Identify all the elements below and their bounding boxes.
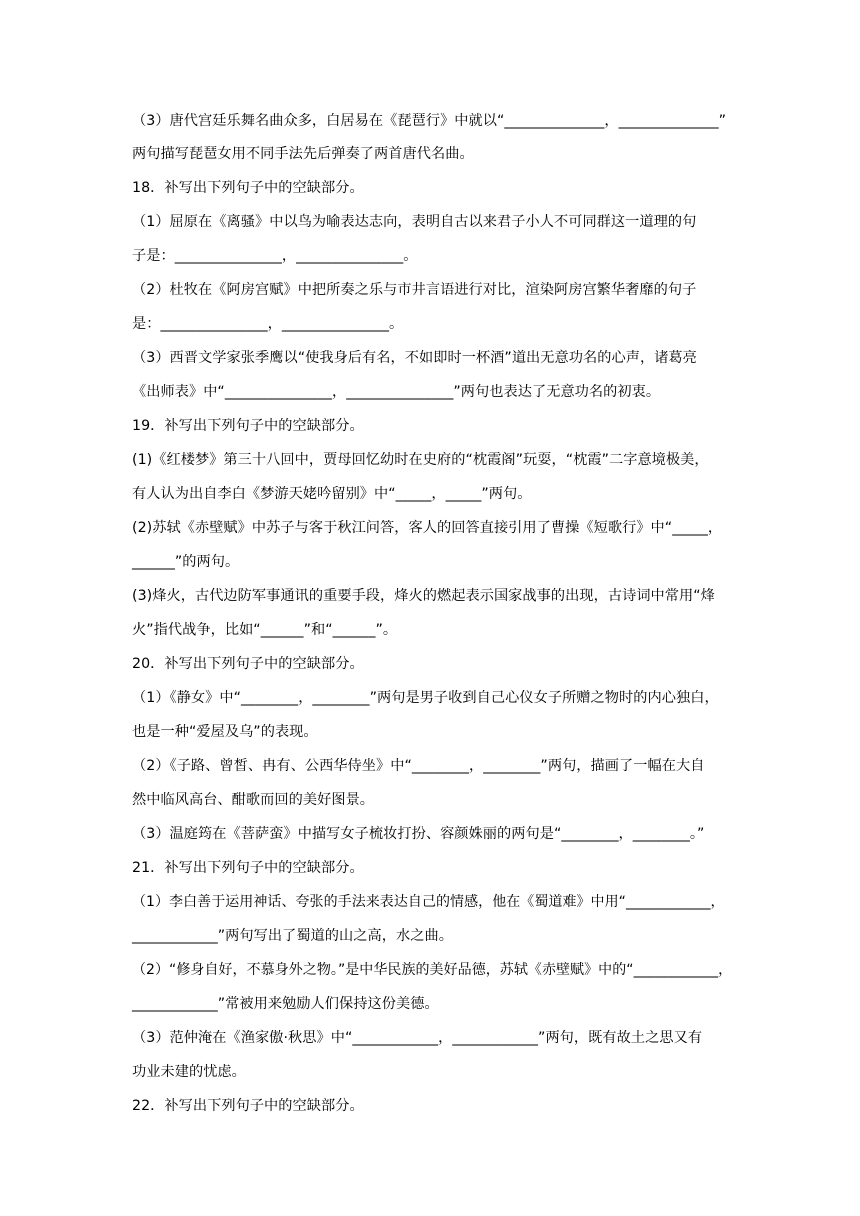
text-line: 火”指代战争，比如“______”和“______”。 — [132, 622, 398, 638]
text-line: 功业未建的忧虑。 — [132, 1064, 246, 1080]
text-line: （1）屈原在《离骚》中以鸟为喻表达志向，表明自古以来君子小人不可同群这一道理的句 — [132, 214, 697, 230]
text-line: （1）李白善于运用神话、夸张的手法来表达自己的情感，他在《蜀道难》中用“____________， — [132, 894, 725, 910]
text-line: （2）《子路、曾皙、冉有、公西华侍坐》中“________，________”两句，描画了一幅在大自 — [132, 758, 705, 774]
text-line: (1)《红楼梦》第三十八回中，贾母回忆幼时在史府的“枕霞阁”玩耍，“枕霞”二字意境极美， — [132, 452, 709, 468]
question-heading: 18．补写出下列句子中的空缺部分。 — [132, 180, 364, 196]
text-line: 也是一种“爱屋及乌”的表现。 — [132, 724, 318, 740]
text-line: 是：_______________，_______________。 — [132, 316, 404, 332]
question-heading: 20．补写出下列句子中的空缺部分。 — [132, 656, 364, 672]
text-line: （3）范仲淹在《渔家傲·秋思》中“____________，____________”两句，既有故土之思又有 — [132, 1030, 703, 1046]
text-line: （2）“修身自好，不慕身外之物。”是中华民族的美好品德，苏轼《赤壁赋》中的“____________， — [132, 962, 733, 978]
question-heading: 22．补写出下列句子中的空缺部分。 — [132, 1098, 364, 1114]
text-line: (2)苏轼《赤壁赋》中苏子与客于秋江问答，客人的回答直接引用了曹操《短歌行》中“_____， — [132, 520, 723, 536]
text-line: 《出师表》中“_______________，_______________”两句也表达了无意功名的初衷。 — [132, 384, 661, 400]
text-line: ____________”两句写出了蜀道的山之高，水之曲。 — [132, 928, 453, 944]
text-line: 两句描写琵琶女用不同手法先后弹奏了两首唐代名曲。 — [132, 146, 474, 162]
question-heading: 21．补写出下列句子中的空缺部分。 — [132, 860, 364, 876]
text-line: （2）杜牧在《阿房宫赋》中把所奏之乐与市井言语进行对比，渲染阿房宫繁华奢靡的句子 — [132, 282, 697, 298]
question-heading: 19．补写出下列句子中的空缺部分。 — [132, 418, 364, 434]
text-line: 子是：_______________，_______________。 — [132, 248, 418, 264]
text-line: 然中临风高台、酣歌而回的美好图景。 — [132, 792, 375, 808]
text-line: （3）西晋文学家张季鹰以“使我身后有名，不如即时一杯酒”道出无意功名的心声，诸葛亮 — [132, 350, 697, 366]
text-line: （1）《静女》中“________，________”两句是男子收到自己心仪女子所赠之物时的内心独白， — [132, 690, 719, 706]
text-line: (3)烽火，古代边防军事通讯的重要手段，烽火的燃起表示国家战事的出现，古诗词中常用“烽 — [132, 588, 715, 604]
text-line: （3）唐代宫廷乐舞名曲众多，白居易在《琵琶行》中就以“______________，______________” — [132, 113, 727, 129]
text-line: ______”的两句。 — [132, 554, 240, 570]
text-line: ____________”常被用来勉励人们保持这份美德。 — [132, 996, 439, 1012]
text-line: 有人认为出自李白《梦游天姥吟留别》中“_____，_____”两句。 — [132, 486, 532, 502]
text-line: （3）温庭筠在《菩萨蛮》中描写女子梳妆打扮、容颜姝丽的两句是“________，________。” — [132, 826, 705, 842]
